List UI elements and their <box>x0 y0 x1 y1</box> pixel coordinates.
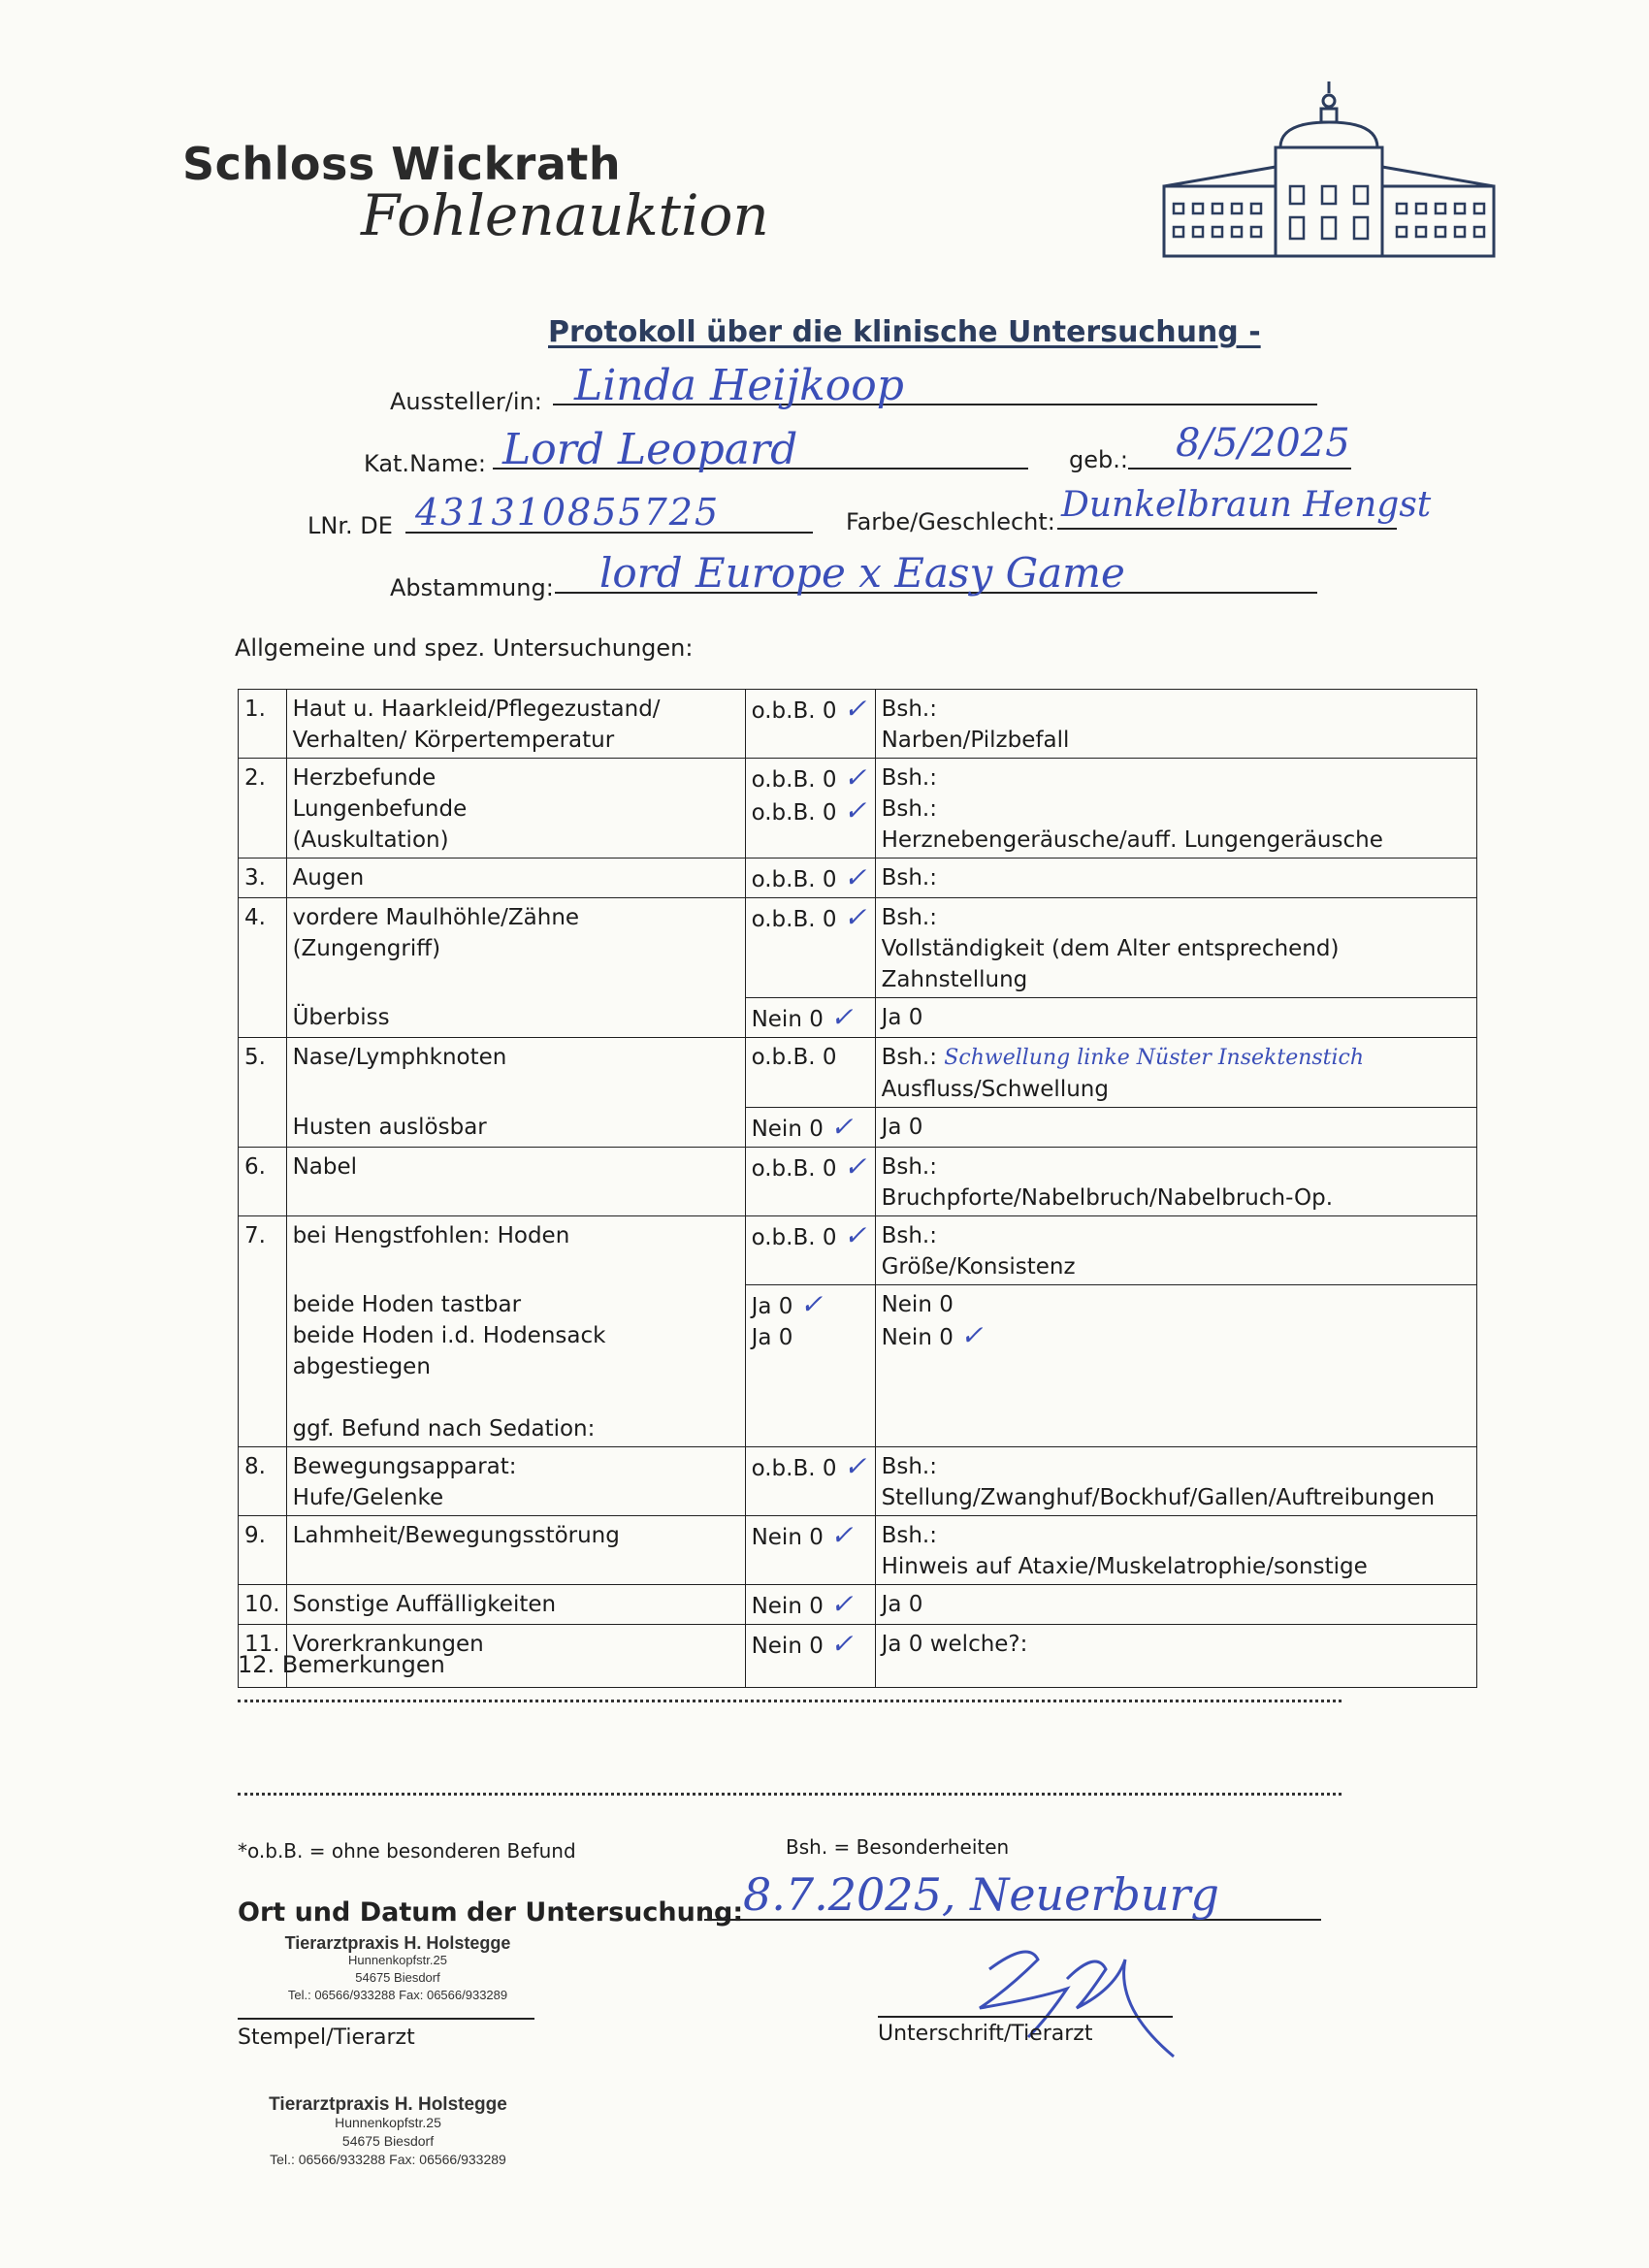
row-findings[interactable]: Ja 0 <box>875 998 1476 1038</box>
row-findings[interactable]: Bsh.: Bruchpforte/Nabelbruch/Nabelbruch-Op. <box>875 1148 1476 1216</box>
stamp-street: Hunnenkopfstr.25 <box>348 1953 447 1967</box>
checkmark-icon: ✓ <box>799 1288 824 1320</box>
row-findings[interactable]: Ja 0 welche?: <box>875 1624 1476 1687</box>
row-result[interactable]: o.b.B. 0 ✓ o.b.B. 0 ✓ <box>745 759 875 859</box>
checkmark-icon: ✓ <box>843 761 867 794</box>
row-number: 10. <box>239 1584 287 1624</box>
table-row <box>239 898 1477 998</box>
row-result[interactable]: Nein 0 ✓ <box>745 1108 875 1148</box>
table-row <box>239 1515 1477 1584</box>
ort-datum-label: Ort und Datum der Untersuchung: <box>238 1897 744 1928</box>
katname-label: Kat.Name: <box>364 450 486 477</box>
row-description: Augen <box>286 859 745 898</box>
table-row <box>239 1038 1477 1108</box>
checkmark-icon: ✓ <box>843 1219 867 1251</box>
row-result[interactable]: o.b.B. 0 ✓ <box>745 1216 875 1285</box>
page-title: Protokoll über die klinische Untersuchung - <box>548 315 1261 349</box>
row-description: beide Hoden tastbar beide Hoden i.d. Hodensack abgestiegen ggf. Befund nach Sedation: <box>286 1285 745 1447</box>
checkmark-icon: ✓ <box>830 1001 854 1033</box>
row-result[interactable]: o.b.B. 0 ✓ <box>745 1446 875 1515</box>
table-row <box>239 1584 1477 1624</box>
stempel-label: Stempel/Tierarzt <box>238 2025 415 2050</box>
row-result[interactable]: Nein 0 ✓ <box>745 1515 875 1584</box>
remarks-label: 12. Bemerkungen <box>238 1651 445 1678</box>
row-number: 2. <box>239 759 287 859</box>
lnr-label: LNr. DE <box>307 512 393 539</box>
unterschrift-label: Unterschrift/Tierarzt <box>878 2022 1093 2046</box>
table-row <box>239 1285 1477 1447</box>
checkmark-icon: ✓ <box>960 1319 984 1351</box>
row-findings[interactable]: Nein 0 Nein 0 ✓ <box>875 1285 1476 1447</box>
checkmark-icon: ✓ <box>843 1150 867 1183</box>
row-description: Nase/Lymphknoten <box>286 1038 745 1108</box>
geb-line <box>1128 468 1351 470</box>
row-description: Überbiss <box>286 998 745 1038</box>
checkmark-icon: ✓ <box>843 901 867 933</box>
checkmark-icon: ✓ <box>830 1587 854 1620</box>
row-description: vordere Maulhöhle/Zähne (Zungengriff) <box>286 898 745 998</box>
row-result[interactable]: Nein 0 ✓ <box>745 1624 875 1687</box>
row-findings[interactable]: Bsh.: Größe/Konsistenz <box>875 1216 1476 1285</box>
stamp-1 <box>233 1934 563 2004</box>
remarks-line-2[interactable] <box>238 1793 1342 1796</box>
row-findings[interactable]: Bsh.: <box>875 859 1476 898</box>
row-description: Haut u. Haarkleid/Pflegezustand/ Verhalten/ Körpertemperatur <box>286 690 745 759</box>
aussteller-value[interactable]: Linda Heijkoop <box>574 361 904 410</box>
aussteller-label: Aussteller/in: <box>390 388 542 415</box>
table-row <box>239 1446 1477 1515</box>
row-findings[interactable]: Bsh.: Narben/Pilzbefall <box>875 690 1476 759</box>
row-result[interactable]: Nein 0 ✓ <box>745 1584 875 1624</box>
row-findings[interactable]: Ja 0 <box>875 1108 1476 1148</box>
row-findings[interactable]: Bsh.: Schwellung linke Nüster Insektenstich Ausfluss/Schwellung <box>875 1038 1476 1108</box>
row-number: 6. <box>239 1148 287 1216</box>
row-findings[interactable]: Bsh.: Bsh.: Herznebengeräusche/auff. Lungengeräusche <box>875 759 1476 859</box>
examination-table <box>238 689 1477 1688</box>
lnr-value[interactable]: 431310855725 <box>415 491 721 534</box>
checkmark-icon: ✓ <box>830 1111 854 1143</box>
row-description: Husten auslösbar <box>286 1108 745 1148</box>
row-number: 5. <box>239 1038 287 1148</box>
checkmark-icon: ✓ <box>830 1627 854 1660</box>
unterschrift-line <box>878 2016 1173 2018</box>
row-result[interactable]: Nein 0 ✓ <box>745 998 875 1038</box>
stamp-name: Tierarztpraxis H. Holstegge <box>269 2094 507 2115</box>
row-description: Herzbefunde Lungenbefunde (Auskultation) <box>286 759 745 859</box>
checkmark-icon: ✓ <box>843 861 867 893</box>
table-row <box>239 1108 1477 1148</box>
castle-icon <box>1154 80 1504 259</box>
row-description: bei Hengstfohlen: Hoden <box>286 1216 745 1285</box>
section-heading: Allgemeine und spez. Untersuchungen: <box>235 634 694 662</box>
abstammung-label: Abstammung: <box>390 574 554 601</box>
table-row <box>239 759 1477 859</box>
logo-subtitle: Fohlenauktion <box>361 182 769 248</box>
row-description: Bewegungsapparat: Hufe/Gelenke <box>286 1446 745 1515</box>
row-description: Vorerkrankungen <box>286 1624 745 1687</box>
table-row <box>239 859 1477 898</box>
stamp-city: 54675 Biesdorf <box>341 2133 435 2149</box>
logo-title: Schloss Wickrath <box>182 138 622 190</box>
row-description: Sonstige Auffälligkeiten <box>286 1584 745 1624</box>
stamp-tel: Tel.: 06566/933288 Fax: 06566/933289 <box>287 1988 508 2002</box>
ort-datum-value[interactable]: 8.7.2025, Neuerburg <box>743 1868 1219 1921</box>
stamp-tel: Tel.: 06566/933288 Fax: 06566/933289 <box>270 2152 506 2167</box>
stamp-street: Hunnenkopfstr.25 <box>335 2115 441 2130</box>
row-description: Lahmheit/Bewegungsstörung <box>286 1515 745 1584</box>
stamp-city: 54675 Biesdorf <box>355 1970 440 1985</box>
row-number: 7. <box>239 1216 287 1447</box>
row-result[interactable]: o.b.B. 0 ✓ <box>745 898 875 998</box>
checkmark-icon: ✓ <box>843 1449 867 1482</box>
row-findings[interactable]: Bsh.: Hinweis auf Ataxie/Muskelatrophie/sonstige <box>875 1515 1476 1584</box>
row-result[interactable]: o.b.B. 0 <box>745 1038 875 1108</box>
table-row <box>239 1216 1477 1285</box>
stamp-2 <box>223 2095 553 2169</box>
row-result[interactable]: o.b.B. 0 ✓ <box>745 859 875 898</box>
farbe-line <box>1057 528 1397 530</box>
row-number: 3. <box>239 859 287 898</box>
checkmark-icon: ✓ <box>843 794 867 826</box>
signature <box>951 1930 1203 2066</box>
stamp-name: Tierarztpraxis H. Holstegge <box>284 1933 511 1953</box>
row-findings[interactable]: Bsh.: Stellung/Zwanghuf/Bockhuf/Gallen/Auftreibungen <box>875 1446 1476 1515</box>
row-findings[interactable]: Ja 0 <box>875 1584 1476 1624</box>
row-number: 1. <box>239 690 287 759</box>
findings-handwritten: Schwellung linke Nüster Insektenstich <box>944 1046 1365 1070</box>
footnote-bsh: Bsh. = Besonderheiten <box>786 1835 1010 1859</box>
checkmark-icon: ✓ <box>830 1518 854 1551</box>
row-number: 8. <box>239 1446 287 1515</box>
table-row <box>239 1148 1477 1216</box>
row-result[interactable]: Ja 0 ✓ Ja 0 <box>745 1285 875 1447</box>
checkmark-icon: ✓ <box>843 693 867 725</box>
row-description: Nabel <box>286 1148 745 1216</box>
remarks-line-1[interactable] <box>238 1700 1342 1702</box>
farbe-value[interactable]: Dunkelbraun Hengst <box>1061 485 1432 525</box>
geb-value[interactable]: 8/5/2025 <box>1176 421 1350 466</box>
farbe-label: Farbe/Geschlecht: <box>846 508 1055 535</box>
row-number: 4. <box>239 898 287 1038</box>
row-number: 9. <box>239 1515 287 1584</box>
table-row <box>239 998 1477 1038</box>
footnote-obb: *o.b.B. = ohne besonderen Befund <box>238 1839 576 1863</box>
table-row <box>239 690 1477 759</box>
row-result[interactable]: o.b.B. 0 ✓ <box>745 690 875 759</box>
row-findings[interactable]: Bsh.: Vollständigkeit (dem Alter entsprechend) Zahnstellung <box>875 898 1476 998</box>
katname-value[interactable]: Lord Leopard <box>502 425 798 474</box>
row-number: 11. <box>239 1624 287 1687</box>
stempel-line <box>238 2018 534 2020</box>
geb-label: geb.: <box>1069 446 1128 473</box>
abstammung-value[interactable]: lord Europe x Easy Game <box>599 549 1125 597</box>
row-result[interactable]: o.b.B. 0 ✓ <box>745 1148 875 1216</box>
